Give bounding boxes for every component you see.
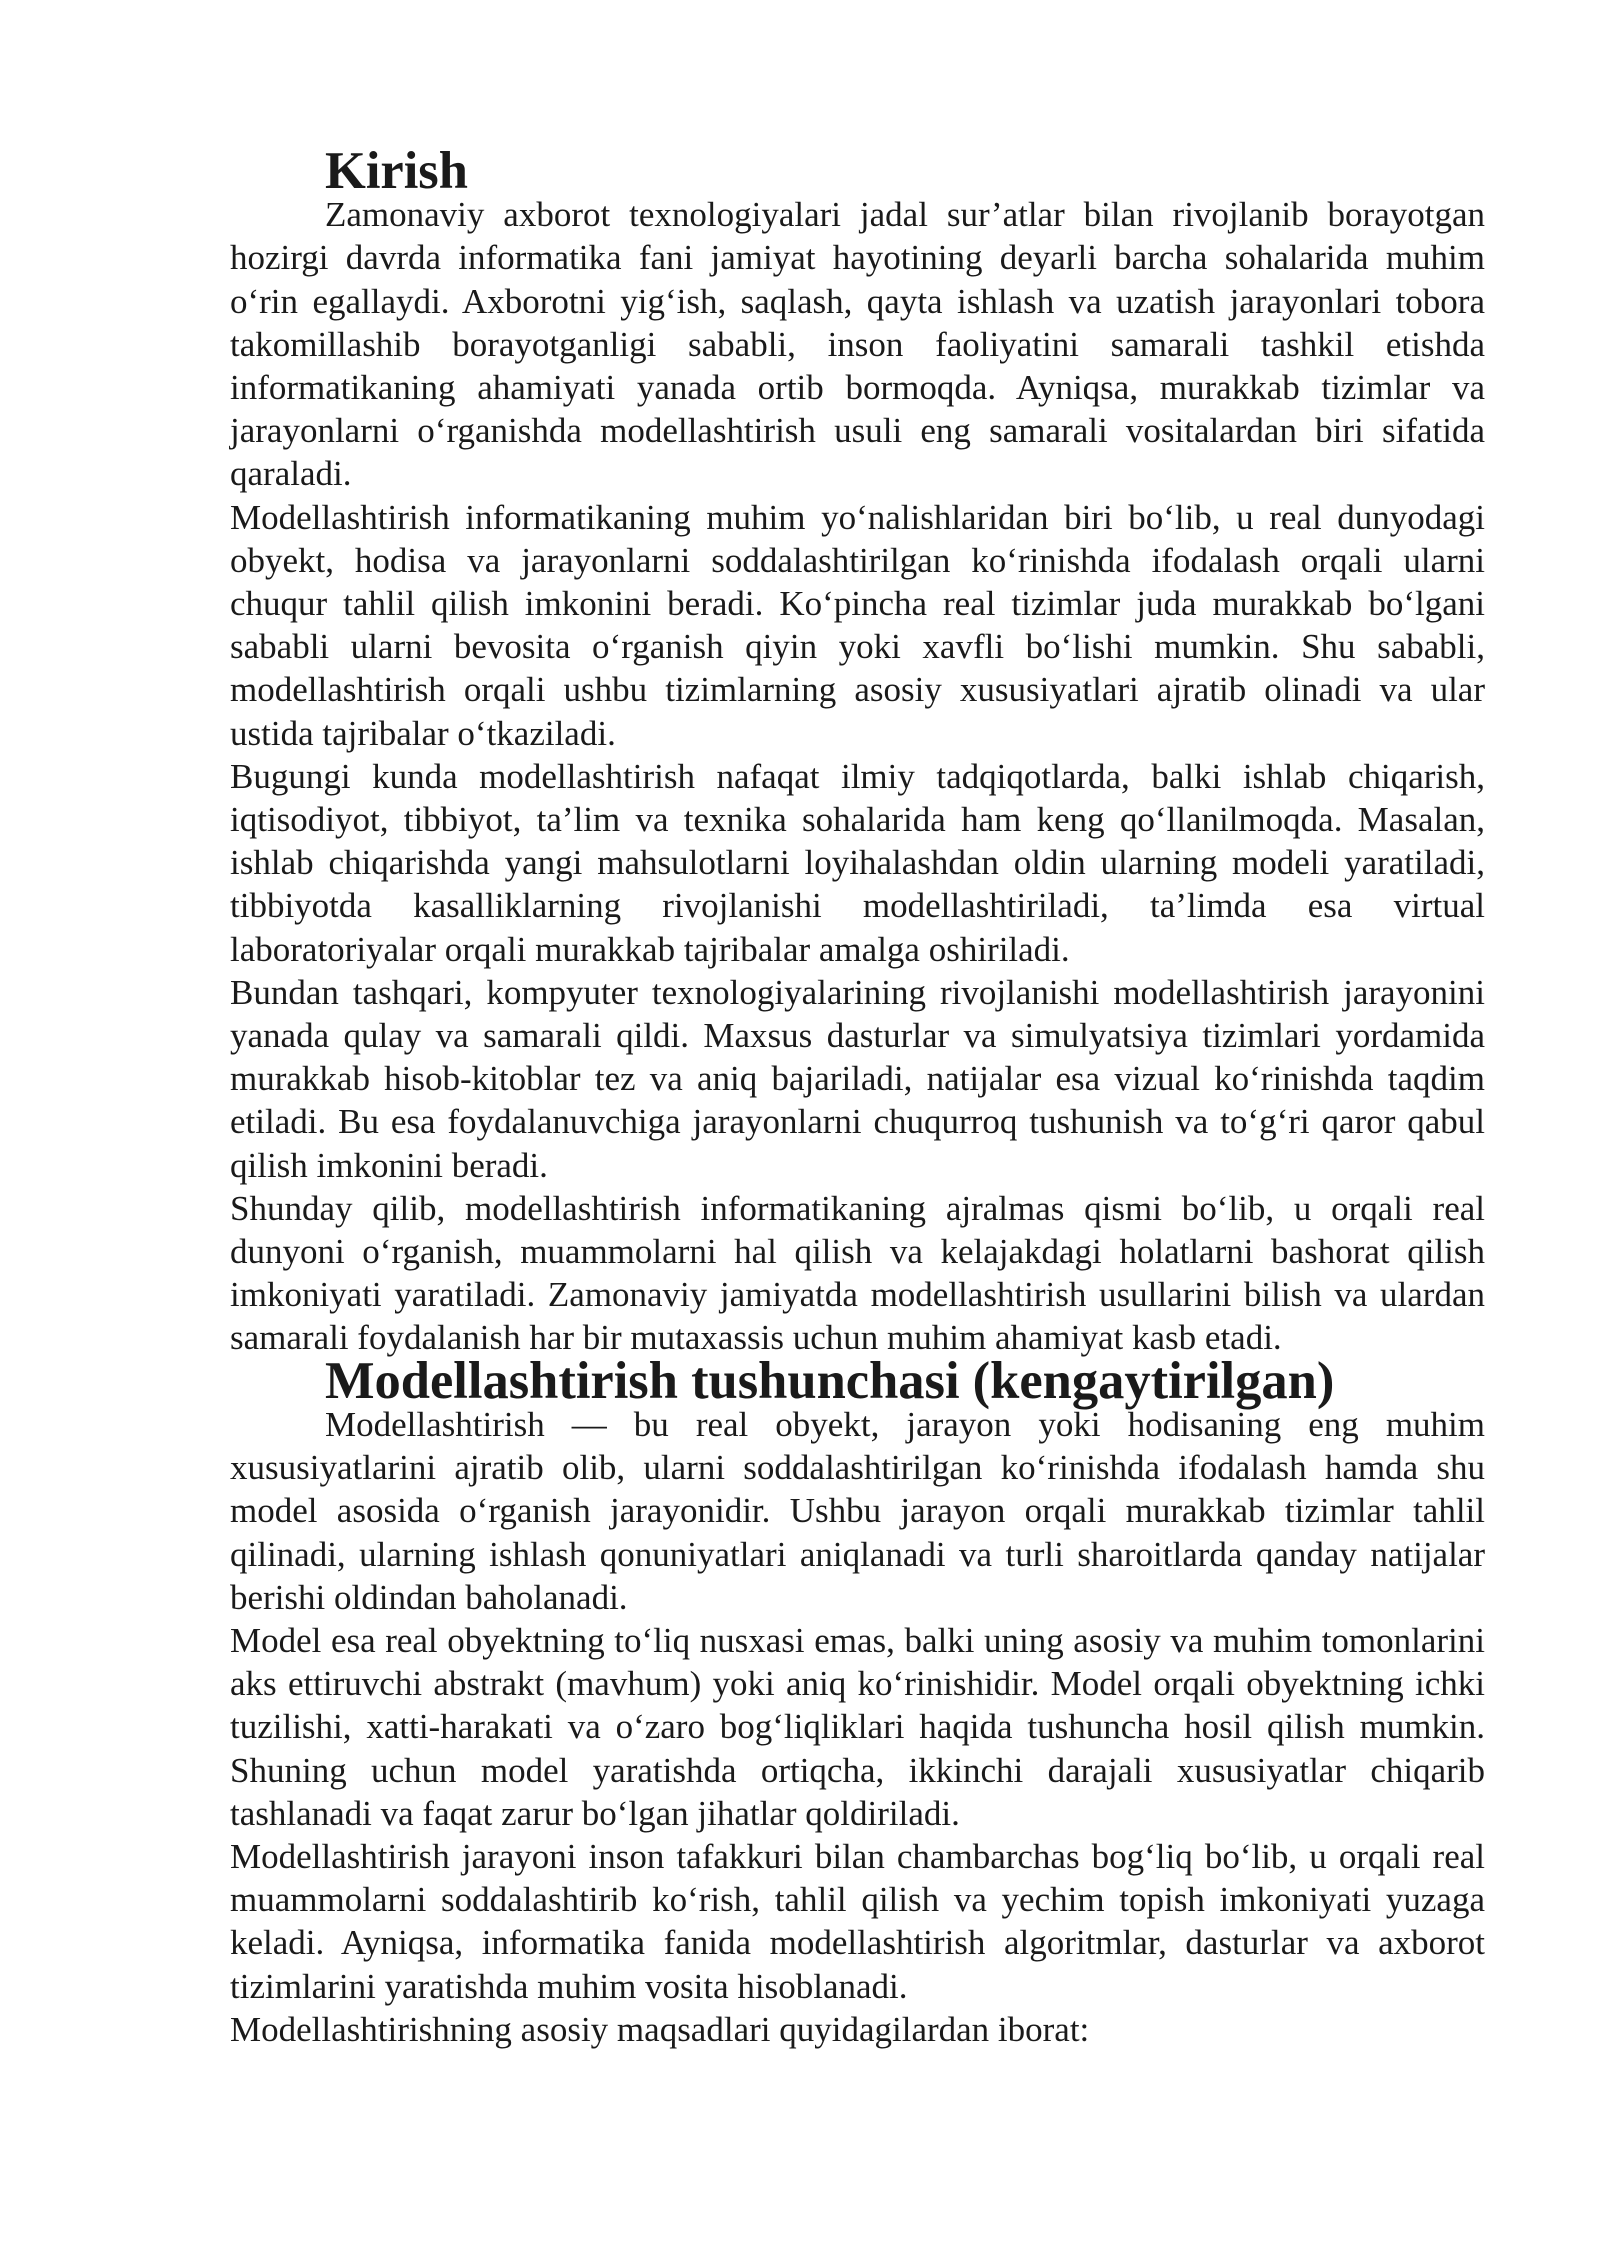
paragraph: Modellashtirishning asosiy maqsadlari quyidagilardan iborat: (230, 2009, 1090, 2049)
paragraph: Modellashtirish informatikaning muhim yo‘nalishlaridan biri bo‘lib, u real dunyodagi obyekt, hodisa va jarayonlarni soddalashtirilgan ko‘rinishda ifodalash orqali ularni chuqur tahlil qilish imkonini beradi. Ko‘pincha real tizimlar juda murakkab bo‘lgani sababli ularni bevosita o‘rganish qiyin yoki xavfli bo‘lishi mumkin. Shu sababli, modellashtirish orqali ushbu tizimlarning asosiy xususiyatlari ajratib olinadi va ular ustida tajribalar o‘tkaziladi. (230, 497, 1485, 753)
paragraph: Modellashtirish jarayoni inson tafakkuri bilan chambarchas bog‘liq bo‘lib, u orqali real muammolarni soddalashtirib ko‘rish, tahlil qilish va yechim topish imkoniyati yuzaga keladi. Ayniqsa, informatika fanida modellashtirish algoritmlar, dasturlar va axborot tizimlarini yaratishda muhim vosita hisoblanadi. (230, 1836, 1485, 2006)
paragraph: Bugungi kunda modellashtirish nafaqat ilmiy tadqiqotlarda, balki ishlab chiqarish, iqtisodiyot, tibbiyot, ta’lim va texnika sohalarida ham keng qo‘llanilmoqda. Masalan, ishlab chiqarishda yangi mahsulotlarni loyihalashdan oldin ularning modeli yaratiladi, tibbiyotda kasalliklarning rivojlanishi modellashtiriladi, ta’limda esa virtual laboratoriyalar orqali murakkab tajribalar amalga oshiriladi. (230, 756, 1485, 969)
paragraph: Model esa real obyektning to‘liq nusxasi emas, balki uning asosiy va muhim tomonlarini aks ettiruvchi abstrakt (mavhum) yoki aniq ko‘rinishidir. Model orqali obyektning ichki tuzilishi, xatti-harakati va o‘zaro bog‘liqliklari haqida tushuncha hosil qilish mumkin. Shuning uchun model yaratishda ortiqcha, ikkinchi darajali xususiyatlar chiqarib tashlanadi va faqat zarur bo‘lgan jihatlar qoldiriladi. (230, 1620, 1485, 1833)
paragraph: Bundan tashqari, kompyuter texnologiyalarining rivojlanishi modellashtirish jarayonini yanada qulay va samarali qildi. Maxsus dasturlar va simulyatsiya tizimlari yordamida murakkab hisob-kitoblar tez va aniq bajariladi, natijalar esa vizual ko‘rinishda taqdim etiladi. Bu esa foydalanuvchiga jarayonlarni chuqurroq tushunish va to‘g‘ri qaror qabul qilish imkonini beradi. (230, 972, 1485, 1185)
paragraph: Shunday qilib, modellashtirish informatikaning ajralmas qismi bo‘lib, u orqali real dunyoni o‘rganish, muammolarni hal qilish va kelajakdagi holatlarni bashorat qilish imkoniyati yaratiladi. Zamonaviy jamiyatda modellashtirish usullarini bilish va ulardan samarali foydalanish har bir mutaxassis uchun muhim ahamiyat kasb etadi. (230, 1188, 1485, 1358)
section-heading-kirish: Kirish (325, 142, 468, 200)
paragraph: Modellashtirish — bu real obyekt, jarayon yoki hodisaning eng muhim xususiyatlarini ajratib olib, ularni soddalashtirilgan ko‘rinishda ifodalash hamda shu model asosida o‘rganish jarayonidir. Ushbu jarayon orqali murakkab tizimlar tahlil qilinadi, ularning ishlash qonuniyatlari aniqlanadi va turli sharoitlarda qanday natijalar berishi oldindan baholanadi. (230, 1404, 1485, 1617)
document-body (230, 142, 1485, 2051)
section-heading-modellashtirish: Modellashtirish tushunchasi (kengaytirilgan) (325, 1351, 1335, 1410)
paragraph: Zamonaviy axborot texnologiyalari jadal sur’atlar bilan rivojlanib borayotgan hozirgi davrda informatika fani jamiyat hayotining deyarli barcha sohalarida muhim o‘rin egallaydi. Axborotni yig‘ish, saqlash, qayta ishlash va uzatish jarayonlari tobora takomillashib borayotganligi sababli, inson faoliyatini samarali tashkil etishda informatikaning ahamiyati yanada ortib bormoqda. Ayniqsa, murakkab tizimlar va jarayonlarni o‘rganishda modellashtirish usuli eng samarali vositalardan biri sifatida qaraladi. (230, 195, 1485, 494)
